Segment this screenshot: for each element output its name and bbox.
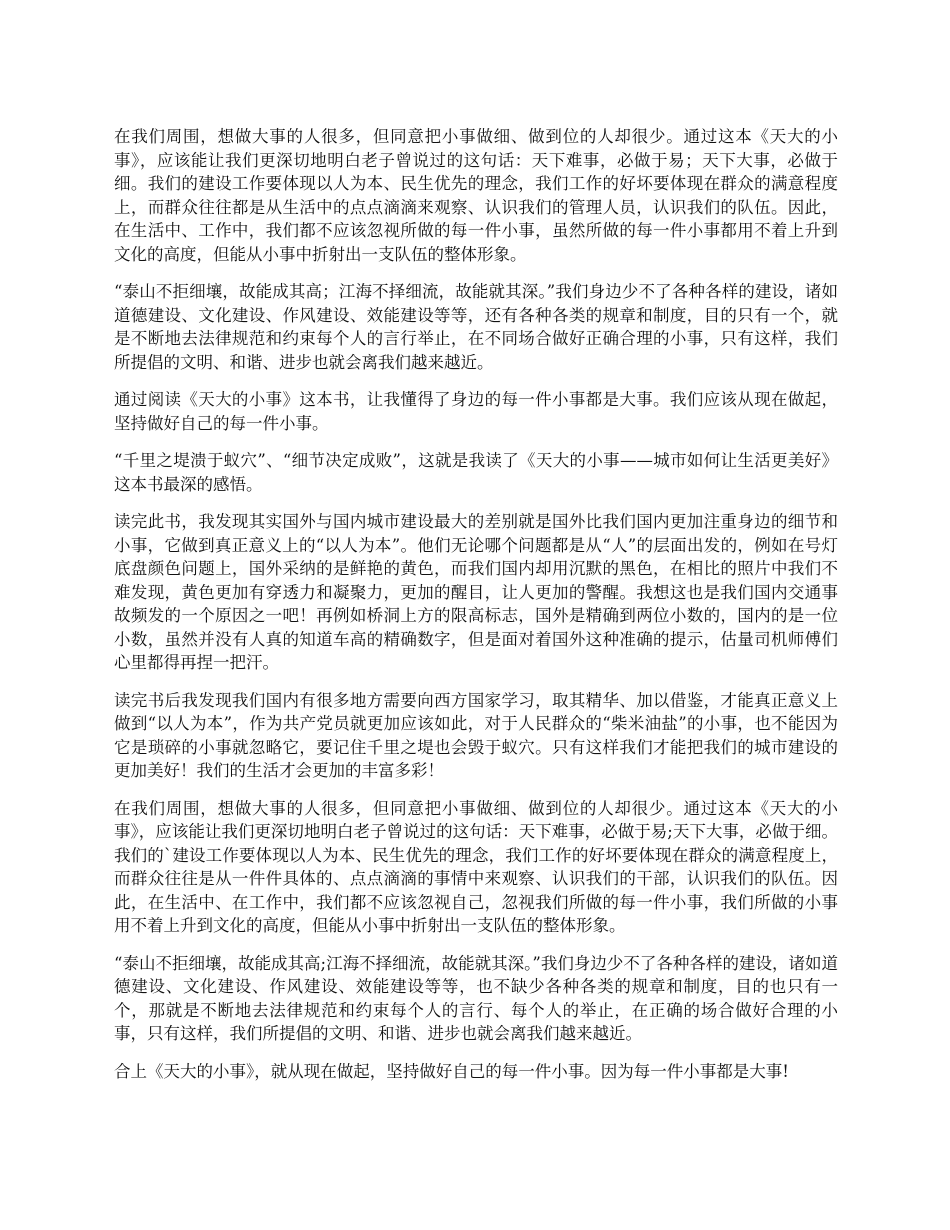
paragraph-3: 通过阅读《天大的小事》这本书，让我懂得了身边的每一件小事都是大事。我们应该从现在做起，坚持做好自己的每一件小事。 [114, 390, 838, 433]
paragraph-7: 在我们周围，想做大事的人很多，但同意把小事做细、做到位的人却很少。通过这本《天大的小事》，应该能让我们更深切地明白老子曾说过的这句话：天下难事，必做于易;天下大事，必做于细。我们的`建设工作要体现以人为本、民生优先的理念，我们工作的好坏要体现在群众的满意程度上，而群众往往是从一件件具体的、点点滴滴的事情中来观察、认识我们的干部，认识我们的队伍。因此，在生活中、在工作中，我们都不应该忽视自己，忽视我们所做的每一件小事，我们所做的小事用不着上升到文化的高度，但能从小事中折射出一支队伍的整体形象。 [114, 798, 838, 935]
paragraph-5: 读完此书，我发现其实国外与国内城市建设最大的差别就是国外比我们国内更加注重身边的细节和小事，它做到真正意义上的“以人为本”。他们无论哪个问题都是从“人”的层面出发的，例如在号灯底盘颜色问题上，国外采纳的是鲜艳的黄色，而我们国内却用沉默的黑色，在相比的照片中我们不难发现，黄色更加有穿透力和凝聚力，更加的醒目，让人更加的警醒。我想这也是我们国内交通事故频发的一个原因之一吧！再例如桥洞上方的限高标志，国外是精确到两位小数的，国内的是一位小数，虽然并没有人真的知道车高的精确数字，但是面对着国外这种准确的提示，估量司机师傅们心里都得再捏一把汗。 [114, 512, 838, 672]
paragraph-9: 合上《天大的小事》，就从现在做起，坚持做好自己的每一件小事。因为每一件小事都是大事! [114, 1061, 789, 1081]
paragraph-1: 在我们周围，想做大事的人很多，但同意把小事做细、做到位的人却很少。通过这本《天大的小事》，应该能让我们更深切地明白老子曾说过的这句话：天下难事，必做于易；天下大事，必做于细。我们的建设工作要体现以人为本、民生优先的理念，我们工作的好坏要体现在群众的满意程度上，而群众往往都是从生活中的点点滴滴来观察、认识我们的管理人员，认识我们的队伍。因此，在生活中、工作中，我们都不应该忽视所做的每一件小事，虽然所做的每一件小事都用不着上升到文化的高度，但能从小事中折射出一支队伍的整体形象。 [114, 127, 838, 264]
paragraph-6: 读完书后我发现我们国内有很多地方需要向西方国家学习，取其精华、加以借鉴，才能真正意义上做到“以人为本”，作为共产党员就更加应该如此，对于人民群众的“柴米油盐”的小事，也不能因为它是琐碎的小事就忽略它，要记住千里之堤也会毁于蚁穴。只有这样我们才能把我们的城市建设的更加美好！我们的生活才会更加的丰富多彩！ [114, 690, 838, 780]
document-body [114, 125, 838, 1097]
paragraph-2: “泰山不拒细壤，故能成其高；江海不择细流，故能就其深。”我们身边少不了各种各样的建设，诸如道德建设、文化建设、作风建设、效能建设等等，还有各种各类的规章和制度，目的只有一个，就是不断地去法律规范和约束每个人的言行举止，在不同场合做好正确合理的小事，只有这样，我们所提倡的文明、和谐、进步也就会离我们越来越近。 [114, 282, 838, 372]
paragraph-8: “泰山不拒细壤，故能成其高;江海不择细流，故能就其深。”我们身边少不了各种各样的建设，诸如道德建设、文化建设、作风建设、效能建设等等，也不缺少各种各类的规章和制度，目的也只有一个，那就是不断地去法律规范和约束每个人的言行、每个人的举止，在正确的场合做好合理的小事，只有这样，我们所提倡的文明、和谐、进步也就会离我们越来越近。 [114, 953, 838, 1043]
paragraph-4: “千里之堤溃于蚁穴”、“细节决定成败”，这就是我读了《天大的小事——城市如何让生活更美好》这本书最深的感悟。 [114, 451, 838, 494]
